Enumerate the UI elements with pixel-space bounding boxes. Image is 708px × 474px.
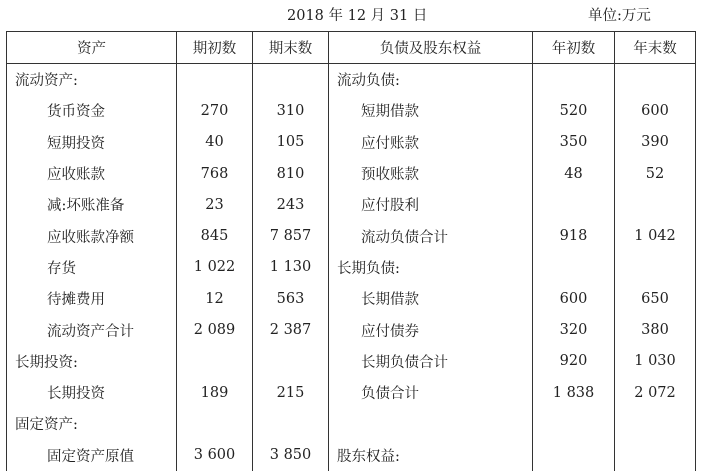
asset-end-value: 310 bbox=[253, 95, 329, 126]
asset-label: 流动资产合计 bbox=[7, 314, 177, 345]
asset-label: 固定资产原值 bbox=[7, 440, 177, 471]
liability-label: 应付股利 bbox=[329, 189, 533, 220]
asset-end-value: 215 bbox=[253, 377, 329, 408]
table-row bbox=[7, 95, 696, 126]
liability-begin-value: 918 bbox=[533, 220, 615, 251]
asset-begin-value: 40 bbox=[177, 127, 253, 158]
liability-end-value: 650 bbox=[615, 283, 696, 314]
asset-begin-value bbox=[177, 408, 253, 439]
asset-label: 短期投资 bbox=[7, 127, 177, 158]
asset-label: 长期投资 bbox=[7, 377, 177, 408]
table-row bbox=[7, 127, 696, 158]
asset-label: 流动资产: bbox=[7, 64, 177, 96]
balance-sheet-table bbox=[6, 31, 696, 471]
liability-begin-value: 520 bbox=[533, 95, 615, 126]
liability-label: 流动负债: bbox=[329, 64, 533, 96]
asset-label: 存货 bbox=[7, 252, 177, 283]
liability-label: 负债合计 bbox=[329, 377, 533, 408]
liability-end-value: 600 bbox=[615, 95, 696, 126]
asset-begin-value: 3 600 bbox=[177, 440, 253, 471]
table-row bbox=[7, 189, 696, 220]
liability-end-value bbox=[615, 189, 696, 220]
col-header-liabilities-end: 年末数 bbox=[615, 32, 696, 64]
table-row bbox=[7, 252, 696, 283]
table-row bbox=[7, 314, 696, 345]
liability-end-value: 52 bbox=[615, 158, 696, 189]
asset-begin-value bbox=[177, 64, 253, 96]
asset-end-value: 1 130 bbox=[253, 252, 329, 283]
liability-end-value bbox=[615, 252, 696, 283]
liability-begin-value: 320 bbox=[533, 314, 615, 345]
table-row bbox=[7, 346, 696, 377]
liability-begin-value: 600 bbox=[533, 283, 615, 314]
asset-end-value bbox=[253, 64, 329, 96]
asset-begin-value: 1 022 bbox=[177, 252, 253, 283]
asset-label: 固定资产: bbox=[7, 408, 177, 439]
liability-end-value: 1 030 bbox=[615, 346, 696, 377]
liability-end-value: 2 072 bbox=[615, 377, 696, 408]
asset-end-value: 7 857 bbox=[253, 220, 329, 251]
liability-label: 长期负债: bbox=[329, 252, 533, 283]
asset-label: 应收账款净额 bbox=[7, 220, 177, 251]
asset-label: 减:坏账准备 bbox=[7, 189, 177, 220]
asset-end-value bbox=[253, 346, 329, 377]
liability-begin-value bbox=[533, 440, 615, 471]
liability-label bbox=[329, 408, 533, 439]
asset-label: 待摊费用 bbox=[7, 283, 177, 314]
liability-end-value: 390 bbox=[615, 127, 696, 158]
liability-begin-value bbox=[533, 189, 615, 220]
asset-end-value: 105 bbox=[253, 127, 329, 158]
asset-end-value: 563 bbox=[253, 283, 329, 314]
liability-begin-value: 920 bbox=[533, 346, 615, 377]
table-row bbox=[7, 158, 696, 189]
asset-begin-value: 2 089 bbox=[177, 314, 253, 345]
unit-label: 单位:万元 bbox=[588, 8, 651, 24]
table-row bbox=[7, 220, 696, 251]
liability-begin-value: 1 838 bbox=[533, 377, 615, 408]
asset-begin-value: 768 bbox=[177, 158, 253, 189]
asset-begin-value: 23 bbox=[177, 189, 253, 220]
asset-end-value: 2 387 bbox=[253, 314, 329, 345]
asset-label: 长期投资: bbox=[7, 346, 177, 377]
liability-begin-value bbox=[533, 64, 615, 96]
liability-label: 预收账款 bbox=[329, 158, 533, 189]
col-header-assets-begin: 期初数 bbox=[177, 32, 253, 64]
asset-end-value: 3 850 bbox=[253, 440, 329, 471]
col-header-assets: 资产 bbox=[7, 32, 177, 64]
liability-end-value: 380 bbox=[615, 314, 696, 345]
asset-begin-value: 845 bbox=[177, 220, 253, 251]
col-header-liabilities-begin: 年初数 bbox=[533, 32, 615, 64]
report-header bbox=[0, 0, 708, 30]
liability-begin-value: 350 bbox=[533, 127, 615, 158]
table-header-row bbox=[7, 32, 696, 64]
asset-end-value: 243 bbox=[253, 189, 329, 220]
liability-label: 流动负债合计 bbox=[329, 220, 533, 251]
col-header-assets-end: 期末数 bbox=[253, 32, 329, 64]
liability-end-value bbox=[615, 408, 696, 439]
liability-label: 应付账款 bbox=[329, 127, 533, 158]
liability-end-value bbox=[615, 64, 696, 96]
asset-end-value: 810 bbox=[253, 158, 329, 189]
asset-label: 应收账款 bbox=[7, 158, 177, 189]
asset-begin-value: 270 bbox=[177, 95, 253, 126]
liability-begin-value bbox=[533, 408, 615, 439]
liability-label: 短期借款 bbox=[329, 95, 533, 126]
asset-end-value bbox=[253, 408, 329, 439]
col-header-liabilities: 负债及股东权益 bbox=[329, 32, 533, 64]
table-row bbox=[7, 283, 696, 314]
table-row bbox=[7, 64, 696, 96]
asset-begin-value bbox=[177, 346, 253, 377]
table-row bbox=[7, 440, 696, 471]
asset-label: 货币资金 bbox=[7, 95, 177, 126]
report-date: 2018 年 12 月 31 日 bbox=[287, 8, 428, 24]
liability-begin-value: 48 bbox=[533, 158, 615, 189]
liability-begin-value bbox=[533, 252, 615, 283]
liability-label: 长期借款 bbox=[329, 283, 533, 314]
liability-end-value: 1 042 bbox=[615, 220, 696, 251]
liability-label: 应付债券 bbox=[329, 314, 533, 345]
asset-begin-value: 12 bbox=[177, 283, 253, 314]
liability-label: 股东权益: bbox=[329, 440, 533, 471]
table-row bbox=[7, 377, 696, 408]
table-row bbox=[7, 408, 696, 439]
liability-end-value bbox=[615, 440, 696, 471]
asset-begin-value: 189 bbox=[177, 377, 253, 408]
liability-label: 长期负债合计 bbox=[329, 346, 533, 377]
